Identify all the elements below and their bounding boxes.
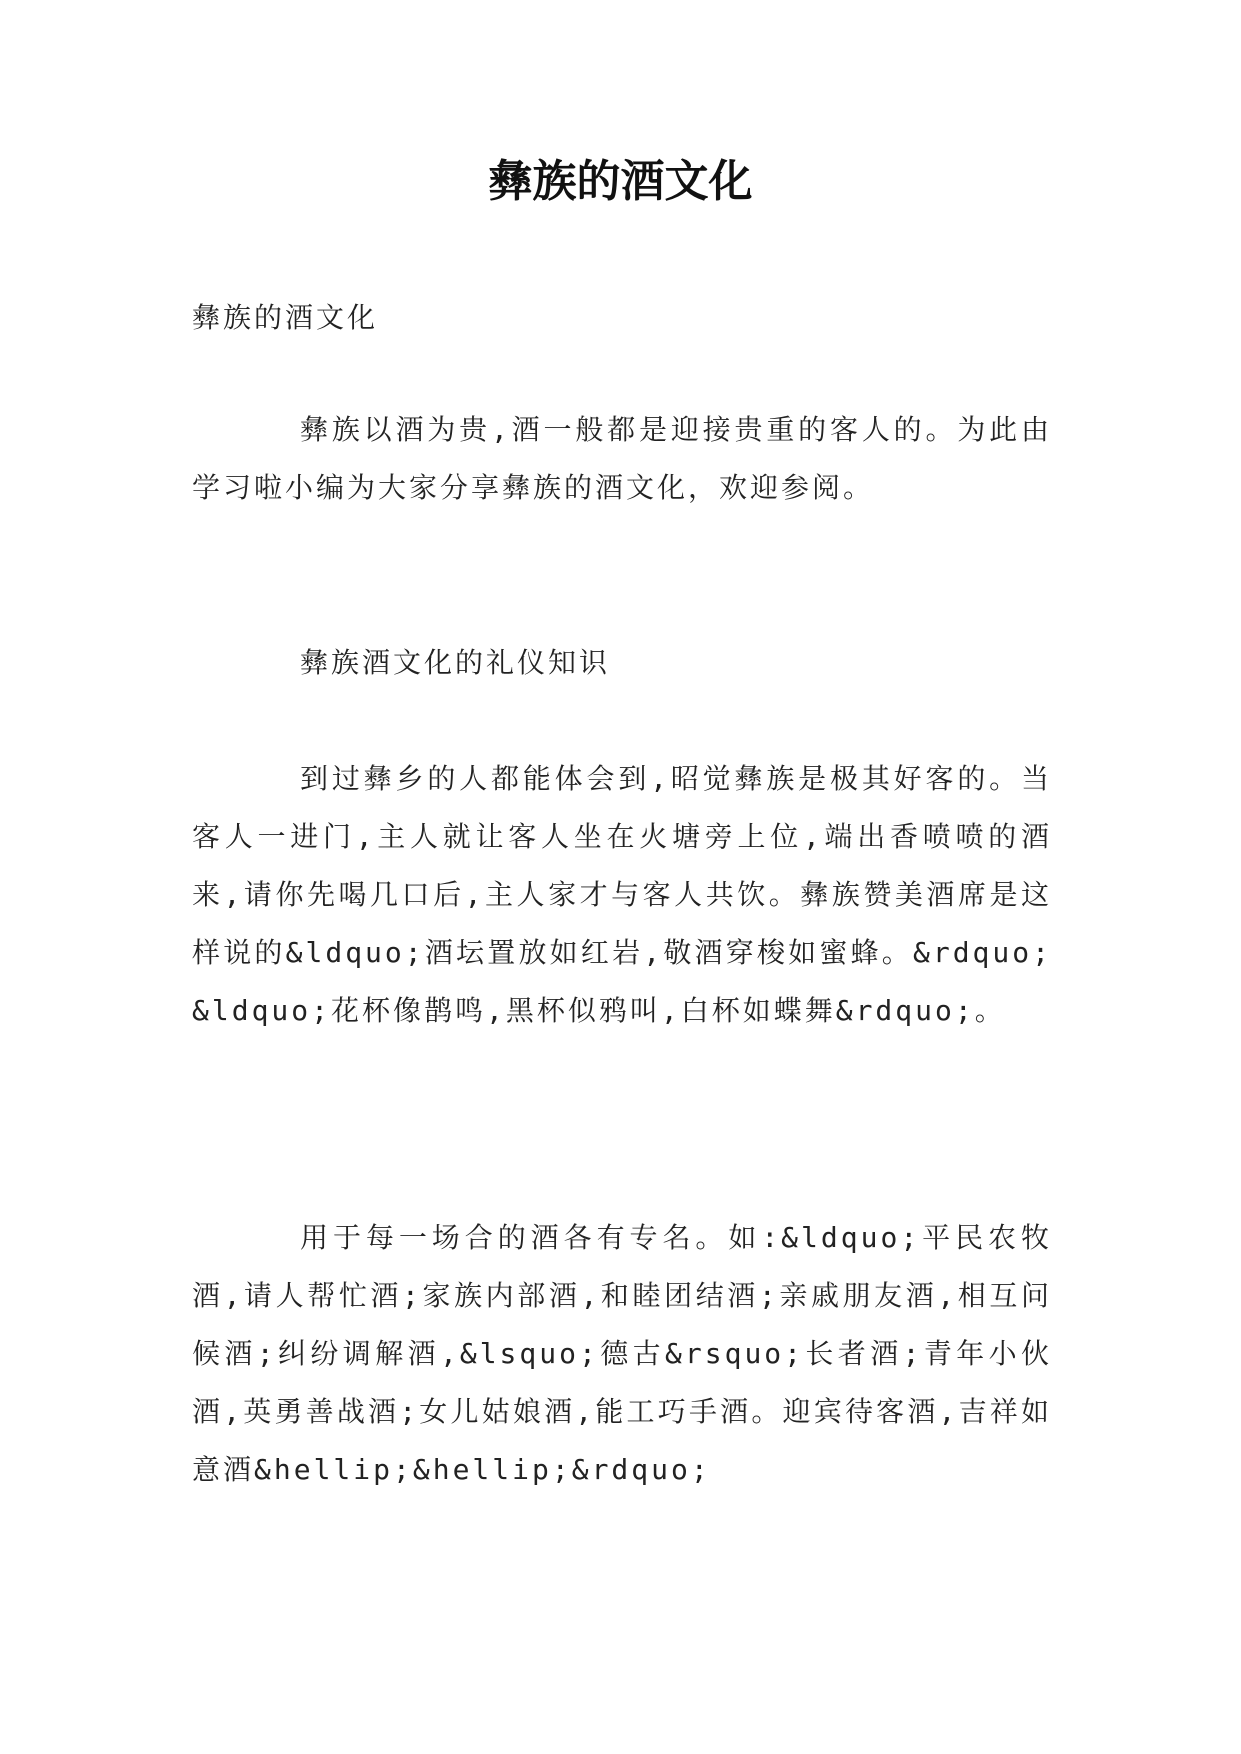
intro-paragraph: 彝族以酒为贵,酒一般都是迎接贵重的客人的。为此由学习啦小编为大家分享彝族的酒文化，欢迎参阅。 (192, 413, 1052, 504)
wine-names-paragraph: 用于每一场合的酒各有专名。如:&ldquo;平民农牧酒,请人帮忙酒;家族内部酒,和睦团结酒;亲戚朋友酒,相互问候酒;纠纷调解酒,&lsquo;德古&rsquo;长者酒;青年小伙酒,英勇善战酒;女儿姑娘酒,能工巧手酒。迎宾待客酒,吉祥如意酒&hellip;&hellip;&rdquo; (192, 1221, 1052, 1486)
document-title: 彝族的酒文化 (488, 156, 753, 207)
section-heading: 彝族酒文化的礼仪知识 (300, 646, 611, 679)
document-subtitle: 彝族的酒文化 (192, 301, 379, 334)
etiquette-paragraph: 到过彝乡的人都能体会到,昭觉彝族是极其好客的。当客人一进门,主人就让客人坐在火塘旁上位,端出香喷喷的酒来,请你先喝几口后,主人家才与客人共饮。彝族赞美酒席是这样说的&ldquo;酒坛置放如红岩,敬酒穿梭如蜜蜂。&rdquo;&ldquo;花杯像鹊鸣,黑杯似鸦叫,白杯如蝶舞&rdquo;。 (192, 762, 1052, 1027)
